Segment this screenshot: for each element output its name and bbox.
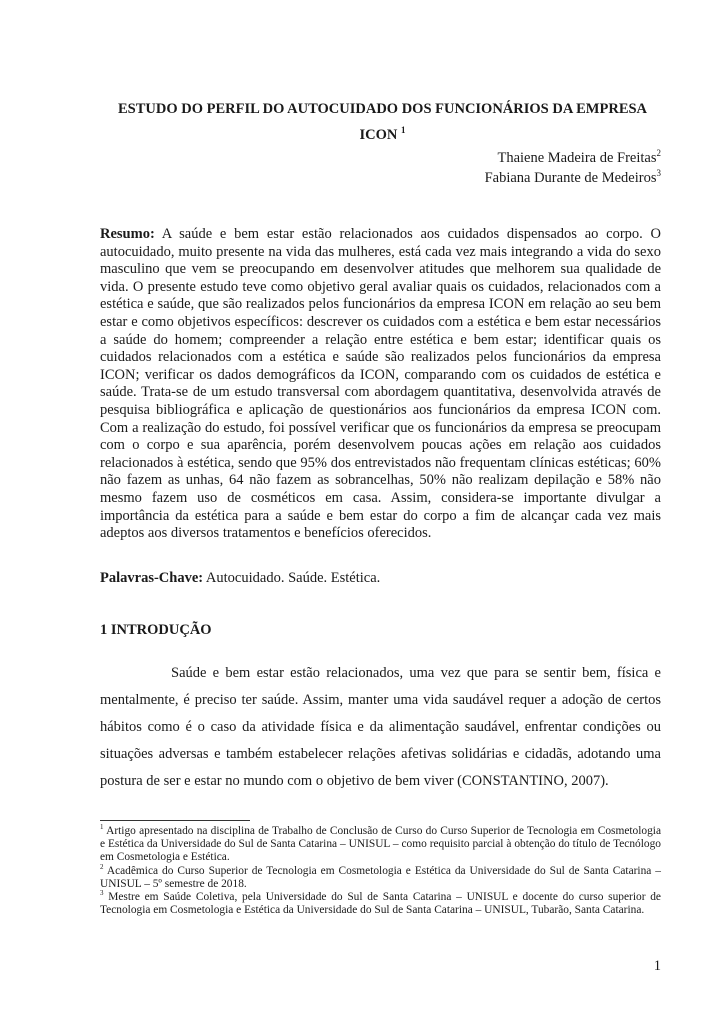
paper-title bbox=[100, 96, 665, 148]
author-1-name: Thaiene Madeira de Freitas bbox=[497, 150, 657, 166]
abstract-text: A saúde e bem estar estão relacionados aos cuidados dispensados ao corpo. O autocuidado, muito presente na vida das mulheres, está cada vez mais integrando a vida do sexo masculino que vem se preocupando em desenvolver atitudes que melhorem sua qualidade de vida. O presente estudo teve como objetivo geral avaliar quais os cuidados, relacionados com a estética e saúde, que são realizados pelos funcionários da empresa ICON em relação ao seu bem estar e como objetivos específicos: descrever os cuidados com a estética e bem estar necessários a saúde do homem; compreender a relação entre estética e bem estar; identificar quais os cuidados relacionados com a estética e saúde são realizados pelos funcionários da empresa ICON; verificar os dados demográficos da ICON, comparando com os cuidados de estética e saúde. Trata-se de um estudo transversal com abordagem quantitativa, desenvolvida através de pesquisa bibliográfica e aplicação de questionários aos funcionários da empresa ICON com. Com a realização do estudo, foi possível verificar que os funcionários da empresa se preocupam com o corpo e sua aparência, porém desenvolvem poucas ações em relação aos cuidados relacionados à estética, sendo que 95% dos entrevistados não frequentam clínicas estéticas; 60% não fazem as unhas, 64 não fazem as sobrancelhas, 50% não realizam depilação e 58% não mesmo fazem uso de cosméticos em casa. Assim, considera-se importante divulgar a importância da estética para a saúde e bem estar do corpo a fim de alcançar cada vez mais adeptos aos diversos tratamentos e benefícios oferecidos. bbox=[100, 226, 661, 542]
footnote-3-text: Mestre em Saúde Coletiva, pela Universidade do Sul de Santa Catarina – UNISUL e docente do curso superior de Tecnologia em Cosmetologia e Estética da Universidade do Sul de Santa Catarina – UNISUL, Tubarão, Santa Catarina. bbox=[100, 891, 661, 917]
author-1 bbox=[485, 148, 661, 168]
keywords-label: Palavras-Chave: bbox=[100, 570, 204, 586]
intro-paragraph: Saúde e bem estar estão relacionados, uma vez que para se sentir bem, física e mentalmente, é preciso ter saúde. Assim, manter uma vida saudável requer a adoção de certos hábitos como é o caso da atividade física e da alimentação saudável, enfrentar condições ou situações adversas e também estabelecer relações afetivas solidárias e cidadãs, adotando uma postura de ser e estar no mundo com o objetivo de bem viver (CONSTANTINO, 2007). bbox=[100, 665, 661, 789]
footnote-2-mark: 2 bbox=[100, 862, 104, 871]
footnote-1-text: Artigo apresentado na disciplina de Trabalho de Conclusão de Curso do Curso Superior de Tecnologia em Cosmetologia e Estética da Universidade do Sul de Santa Catarina – UNISUL – como requisito parcial à obtenção do título de Tecnólogo em Cosmetologia e Estética. bbox=[100, 825, 662, 864]
keywords-text: Autocuidado. Saúde. Estética. bbox=[205, 570, 381, 586]
author-2-name: Fabiana Durante de Medeiros bbox=[484, 170, 657, 186]
author-list bbox=[485, 148, 661, 188]
paper-title-text: ESTUDO DO PERFIL DO AUTOCUIDADO DOS FUNCIONÁRIOS DA EMPRESA ICON bbox=[117, 101, 648, 143]
keywords bbox=[100, 569, 661, 587]
title-footnote-mark: 1 bbox=[401, 125, 406, 136]
author-1-footnote-mark: 2 bbox=[656, 148, 661, 159]
footnote-3-mark: 3 bbox=[100, 889, 104, 898]
footnote-divider bbox=[100, 820, 250, 821]
footnote-1-mark: 1 bbox=[100, 823, 104, 832]
footnote-1 bbox=[100, 825, 661, 865]
footnote-2 bbox=[100, 862, 662, 891]
section-heading: 1 INTRODUÇÃO bbox=[100, 622, 212, 638]
footnotes bbox=[100, 825, 661, 917]
author-2 bbox=[485, 168, 661, 188]
page-number: 1 bbox=[653, 958, 661, 974]
abstract-label: Resumo: bbox=[100, 226, 155, 242]
abstract bbox=[100, 226, 661, 543]
footnote-3 bbox=[100, 891, 661, 917]
footnote-2-text: Acadêmica do Curso Superior de Tecnologia em Cosmetologia e Estética da Universidade do Sul de Santa Catarina – UNISUL – 5º semestre de 2018. bbox=[100, 864, 662, 890]
author-2-footnote-mark: 3 bbox=[656, 168, 661, 179]
